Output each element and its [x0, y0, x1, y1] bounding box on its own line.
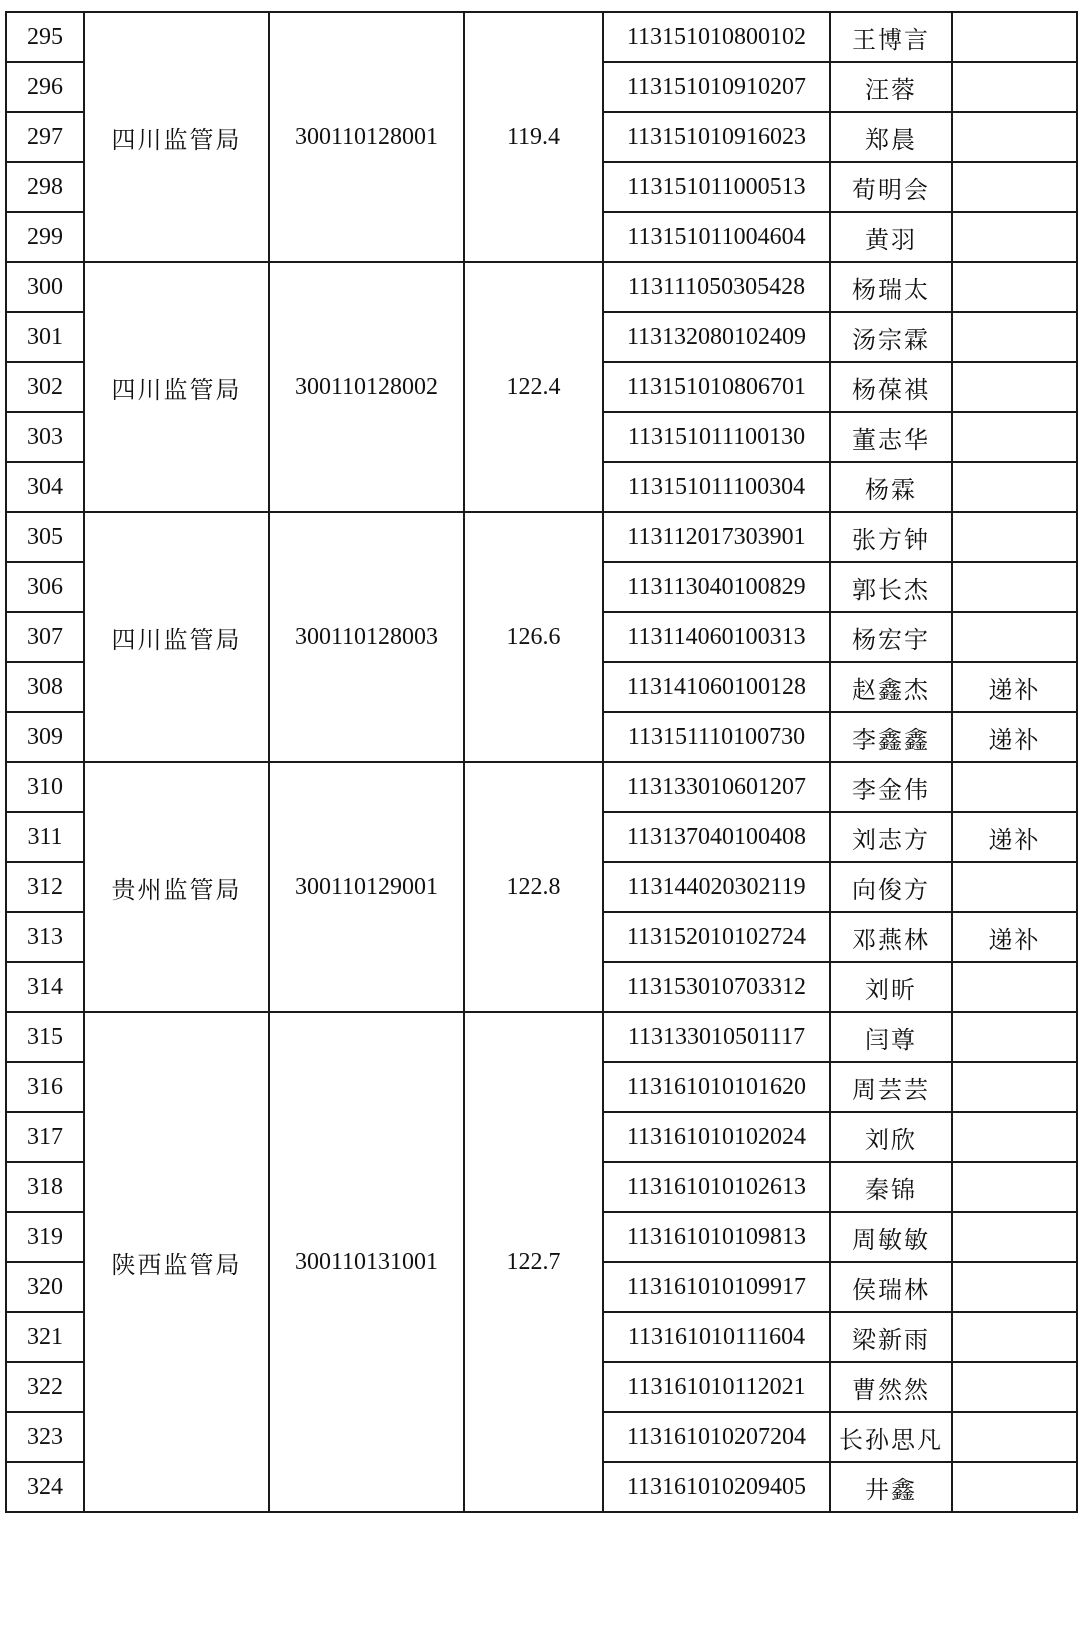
exam-id-cell: 113137040100408 [603, 812, 830, 862]
table-row [6, 1012, 1077, 1062]
note-cell [952, 12, 1077, 62]
note-cell [952, 262, 1077, 312]
name-cell: 李金伟 [830, 762, 952, 812]
position-code-cell: 300110128003 [269, 512, 464, 762]
note-cell [952, 1412, 1077, 1462]
name-cell: 赵鑫杰 [830, 662, 952, 712]
min-score-cell: 126.6 [464, 512, 603, 762]
exam-id-cell: 113144020302119 [603, 862, 830, 912]
seq-cell: 308 [6, 662, 84, 712]
exam-id-cell: 113151010800102 [603, 12, 830, 62]
candidate-roster-table [5, 11, 1078, 1513]
exam-id-cell: 113151011004604 [603, 212, 830, 262]
seq-cell: 301 [6, 312, 84, 362]
min-score-cell: 119.4 [464, 12, 603, 262]
seq-cell: 297 [6, 112, 84, 162]
seq-cell: 302 [6, 362, 84, 412]
table-row [6, 762, 1077, 812]
name-cell: 邓燕林 [830, 912, 952, 962]
exam-id-cell: 113151011000513 [603, 162, 830, 212]
note-cell [952, 212, 1077, 262]
note-cell [952, 862, 1077, 912]
name-cell: 董志华 [830, 412, 952, 462]
min-score-cell: 122.8 [464, 762, 603, 1012]
seq-cell: 323 [6, 1412, 84, 1462]
note-cell: 递补 [952, 912, 1077, 962]
name-cell: 刘志方 [830, 812, 952, 862]
seq-cell: 324 [6, 1462, 84, 1512]
name-cell: 曹然然 [830, 1362, 952, 1412]
name-cell: 闫尊 [830, 1012, 952, 1062]
note-cell [952, 1212, 1077, 1262]
note-cell [952, 112, 1077, 162]
name-cell: 长孙思凡 [830, 1412, 952, 1462]
seq-cell: 314 [6, 962, 84, 1012]
note-cell [952, 1012, 1077, 1062]
note-cell [952, 62, 1077, 112]
note-cell [952, 762, 1077, 812]
exam-id-cell: 113161010209405 [603, 1462, 830, 1512]
note-cell [952, 612, 1077, 662]
position-code-cell: 300110128002 [269, 262, 464, 512]
name-cell: 刘昕 [830, 962, 952, 1012]
seq-cell: 320 [6, 1262, 84, 1312]
name-cell: 井鑫 [830, 1462, 952, 1512]
exam-id-cell: 113161010109813 [603, 1212, 830, 1262]
name-cell: 秦锦 [830, 1162, 952, 1212]
exam-id-cell: 113114060100313 [603, 612, 830, 662]
exam-id-cell: 113152010102724 [603, 912, 830, 962]
exam-id-cell: 113132080102409 [603, 312, 830, 362]
name-cell: 张方钟 [830, 512, 952, 562]
exam-id-cell: 113113040100829 [603, 562, 830, 612]
note-cell [952, 1262, 1077, 1312]
seq-cell: 311 [6, 812, 84, 862]
note-cell: 递补 [952, 712, 1077, 762]
name-cell: 汤宗霖 [830, 312, 952, 362]
note-cell [952, 462, 1077, 512]
seq-cell: 304 [6, 462, 84, 512]
note-cell [952, 1312, 1077, 1362]
name-cell: 郑晨 [830, 112, 952, 162]
exam-id-cell: 113153010703312 [603, 962, 830, 1012]
seq-cell: 306 [6, 562, 84, 612]
exam-id-cell: 113161010207204 [603, 1412, 830, 1462]
table-row [6, 12, 1077, 62]
exam-id-cell: 113112017303901 [603, 512, 830, 562]
name-cell: 侯瑞林 [830, 1262, 952, 1312]
name-cell: 刘欣 [830, 1112, 952, 1162]
name-cell: 周敏敏 [830, 1212, 952, 1262]
seq-cell: 312 [6, 862, 84, 912]
note-cell [952, 162, 1077, 212]
table-row [6, 512, 1077, 562]
note-cell [952, 312, 1077, 362]
exam-id-cell: 113133010601207 [603, 762, 830, 812]
name-cell: 向俊方 [830, 862, 952, 912]
exam-id-cell: 113151011100130 [603, 412, 830, 462]
position-code-cell: 300110128001 [269, 12, 464, 262]
position-code-cell: 300110131001 [269, 1012, 464, 1512]
name-cell: 汪蓉 [830, 62, 952, 112]
note-cell [952, 412, 1077, 462]
exam-id-cell: 113111050305428 [603, 262, 830, 312]
name-cell: 杨葆祺 [830, 362, 952, 412]
seq-cell: 313 [6, 912, 84, 962]
note-cell [952, 1362, 1077, 1412]
exam-id-cell: 113133010501117 [603, 1012, 830, 1062]
note-cell [952, 962, 1077, 1012]
note-cell [952, 512, 1077, 562]
exam-id-cell: 113151010806701 [603, 362, 830, 412]
seq-cell: 303 [6, 412, 84, 462]
seq-cell: 299 [6, 212, 84, 262]
seq-cell: 316 [6, 1062, 84, 1112]
seq-cell: 319 [6, 1212, 84, 1262]
office-cell: 四川监管局 [84, 262, 269, 512]
note-cell [952, 562, 1077, 612]
name-cell: 王博言 [830, 12, 952, 62]
exam-id-cell: 113151110100730 [603, 712, 830, 762]
roster-body [6, 12, 1077, 1512]
seq-cell: 310 [6, 762, 84, 812]
position-code-cell: 300110129001 [269, 762, 464, 1012]
office-cell: 四川监管局 [84, 512, 269, 762]
name-cell: 黄羽 [830, 212, 952, 262]
exam-id-cell: 113161010102613 [603, 1162, 830, 1212]
exam-id-cell: 113151010916023 [603, 112, 830, 162]
office-cell: 贵州监管局 [84, 762, 269, 1012]
seq-cell: 305 [6, 512, 84, 562]
name-cell: 梁新雨 [830, 1312, 952, 1362]
seq-cell: 317 [6, 1112, 84, 1162]
note-cell [952, 1112, 1077, 1162]
exam-id-cell: 113151011100304 [603, 462, 830, 512]
seq-cell: 300 [6, 262, 84, 312]
note-cell: 递补 [952, 662, 1077, 712]
name-cell: 杨宏宇 [830, 612, 952, 662]
note-cell: 递补 [952, 812, 1077, 862]
note-cell [952, 1462, 1077, 1512]
table-row [6, 262, 1077, 312]
exam-id-cell: 113161010109917 [603, 1262, 830, 1312]
name-cell: 郭长杰 [830, 562, 952, 612]
note-cell [952, 362, 1077, 412]
name-cell: 李鑫鑫 [830, 712, 952, 762]
office-cell: 四川监管局 [84, 12, 269, 262]
seq-cell: 322 [6, 1362, 84, 1412]
seq-cell: 318 [6, 1162, 84, 1212]
name-cell: 杨瑞太 [830, 262, 952, 312]
exam-id-cell: 113161010112021 [603, 1362, 830, 1412]
note-cell [952, 1162, 1077, 1212]
name-cell: 荀明会 [830, 162, 952, 212]
seq-cell: 307 [6, 612, 84, 662]
exam-id-cell: 113151010910207 [603, 62, 830, 112]
name-cell: 杨霖 [830, 462, 952, 512]
min-score-cell: 122.7 [464, 1012, 603, 1512]
exam-id-cell: 113141060100128 [603, 662, 830, 712]
seq-cell: 298 [6, 162, 84, 212]
exam-id-cell: 113161010101620 [603, 1062, 830, 1112]
seq-cell: 309 [6, 712, 84, 762]
seq-cell: 321 [6, 1312, 84, 1362]
exam-id-cell: 113161010102024 [603, 1112, 830, 1162]
note-cell [952, 1062, 1077, 1112]
name-cell: 周芸芸 [830, 1062, 952, 1112]
exam-id-cell: 113161010111604 [603, 1312, 830, 1362]
office-cell: 陕西监管局 [84, 1012, 269, 1512]
seq-cell: 315 [6, 1012, 84, 1062]
min-score-cell: 122.4 [464, 262, 603, 512]
seq-cell: 295 [6, 12, 84, 62]
seq-cell: 296 [6, 62, 84, 112]
